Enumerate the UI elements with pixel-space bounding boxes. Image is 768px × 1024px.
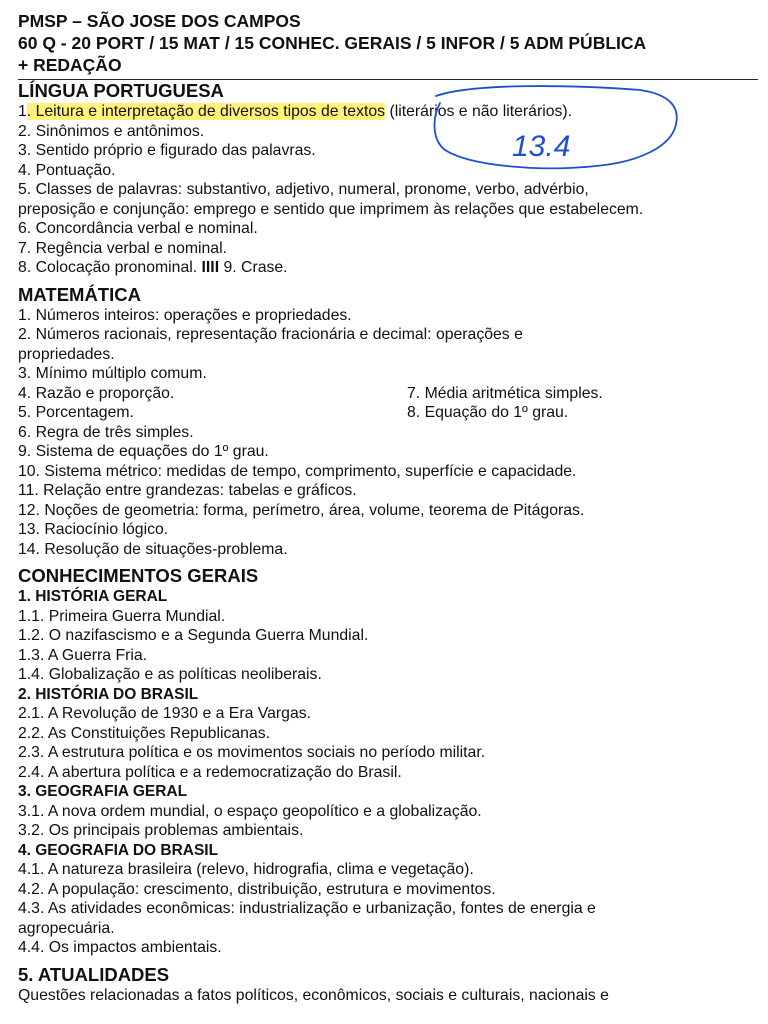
list-item: 1.1. Primeira Guerra Mundial.: [18, 607, 226, 625]
list-item: 2.4. A abertura política e a redemocratização do Brasil.: [18, 763, 402, 781]
section-portugues: [18, 80, 758, 278]
subsection-title: 4. GEOGRAFIA DO BRASIL: [18, 841, 219, 859]
list-item: 5. Classes de palavras: substantivo, adjetivo, numeral, pronome, verbo, advérbio,: [18, 181, 589, 198]
list-item: 7. Média aritmética simples.: [407, 384, 603, 402]
header-line-2: 60 Q - 20 PORT / 15 MAT / 15 CONHEC. GERAIS / 5 INFOR / 5 ADM PÚBLICA: [18, 33, 647, 53]
handwritten-note: 13.4: [512, 130, 571, 163]
list-item: 1. Números inteiros: operações e propriedades.: [18, 306, 352, 324]
list-item: 11. Relação entre grandezas: tabelas e gráficos.: [18, 482, 357, 499]
list-item: 14. Resolução de situações-problema.: [18, 540, 288, 558]
list-item: 2.3. A estrutura política e os movimentos sociais no período militar.: [18, 744, 486, 761]
list-item: 10. Sistema métrico: medidas de tempo, comprimento, superfície e capacidade.: [18, 462, 577, 480]
two-column-row: [18, 384, 758, 404]
highlighted-text: . Leitura e interpretação de diversos tipos de textos: [26, 103, 386, 120]
list-item: 3.1. A nova ordem mundial, o espaço geopolítico e a globalização.: [18, 802, 482, 820]
list-item: 4.3. As atividades econômicas: industrialização e urbanização, fontes de energia e: [18, 900, 596, 917]
paragraph-text: Questões relacionadas a fatos políticos, econômicos, sociais e culturais, nacionais e: [18, 986, 609, 1004]
section-matematica: [18, 284, 758, 560]
list-item: 8. Equação do 1º grau.: [407, 404, 569, 421]
list-item: 13. Raciocínio lógico.: [18, 521, 169, 538]
list-item: 3.2. Os principais problemas ambientais.: [18, 822, 304, 839]
header-line-1: PMSP – SÃO JOSE DOS CAMPOS: [18, 11, 301, 31]
section-title-conhecimentos: CONHECIMENTOS GERAIS: [18, 565, 259, 586]
document-page: [18, 10, 758, 1005]
list-item: 12. Noções de geometria: forma, perímetro, área, volume, teorema de Pitágoras.: [18, 501, 585, 519]
document-header: [18, 10, 758, 80]
subsection-title: 3. GEOGRAFIA GERAL: [18, 783, 188, 800]
list-item: 4.4. Os impactos ambientais.: [18, 939, 222, 956]
list-item: 2. Números racionais, representação fracionária e decimal: operações e: [18, 326, 523, 343]
list-item: 4.2. A população: crescimento, distribuição, estrutura e movimentos.: [18, 880, 496, 898]
list-item: 2.2. As Constituições Republicanas.: [18, 724, 271, 742]
two-column-row: [18, 403, 758, 423]
section-title-matematica: MATEMÁTICA: [18, 283, 141, 305]
subsection-title: 1. HISTÓRIA GERAL: [18, 588, 168, 605]
list-item: 4. Pontuação.: [18, 161, 116, 179]
list-item: 3. Sentido próprio e figurado das palavras.: [18, 142, 316, 159]
list-item: propriedades.: [18, 345, 115, 363]
list-item: 3. Mínimo múltiplo comum.: [18, 365, 207, 382]
section-title-atualidades: 5. ATUALIDADES: [18, 963, 170, 985]
section-conhecimentos-gerais: [18, 565, 758, 958]
list-item: 1.3. A Guerra Fria.: [18, 646, 148, 664]
list-item: 6. Concordância verbal e nominal.: [18, 220, 258, 237]
header-line-3: + REDAÇÃO: [18, 55, 122, 75]
list-item: 2.1. A Revolução de 1930 e a Era Vargas.: [18, 705, 312, 722]
list-item: preposição e conjunção: emprego e sentido que imprimem às relações que estabelecem.: [18, 200, 644, 218]
list-item: agropecuária.: [18, 919, 115, 937]
item-number: 1: [18, 103, 27, 120]
section-atualidades: [18, 964, 758, 1006]
item-text: (literários e não literários).: [385, 103, 573, 120]
list-item: 9. Sistema de equações do 1º grau.: [18, 443, 269, 460]
item-text: 8. Colocação pronominal.: [18, 259, 202, 276]
list-item: 4. Razão e proporção.: [18, 384, 175, 402]
list-item: 1.4. Globalização e as políticas neoliberais.: [18, 666, 322, 683]
subsection-title: 2. HISTÓRIA DO BRASIL: [18, 685, 199, 703]
item-text: 9. Crase.: [219, 259, 288, 276]
separator-mark: IIII: [201, 259, 220, 276]
section-title-portugues: LÍNGUA PORTUGUESA: [18, 80, 224, 101]
list-item: [18, 102, 758, 122]
list-item: 2. Sinônimos e antônimos.: [18, 122, 205, 140]
list-item: 6. Regra de três simples.: [18, 423, 194, 441]
list-item: 5. Porcentagem.: [18, 404, 134, 421]
list-item: 4.1. A natureza brasileira (relevo, hidrografia, clima e vegetação).: [18, 861, 474, 878]
list-item: 1.2. O nazifascismo e a Segunda Guerra Mundial.: [18, 627, 369, 644]
list-item: 7. Regência verbal e nominal.: [18, 239, 227, 257]
list-item: [18, 258, 758, 278]
